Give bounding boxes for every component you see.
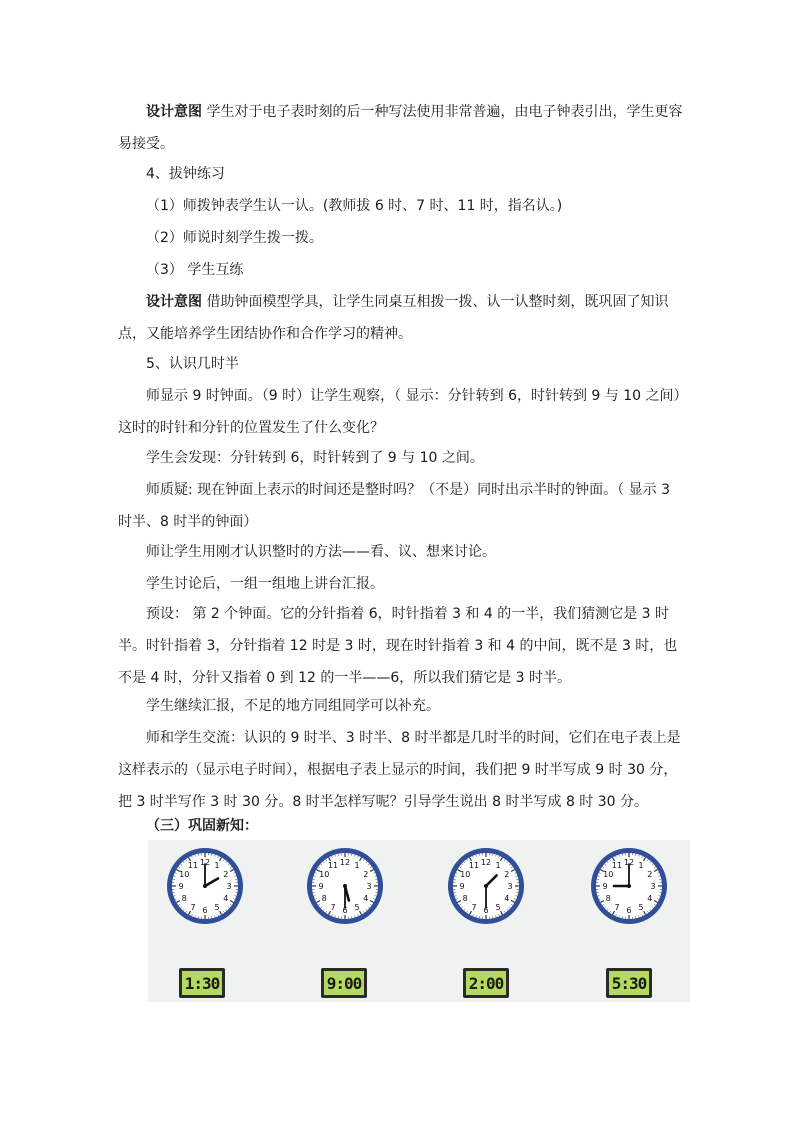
clock-numeral: 7 bbox=[330, 902, 336, 912]
clock-numeral: 4 bbox=[223, 894, 229, 903]
clock-numeral: 8 bbox=[181, 894, 187, 903]
clock-numeral: 9 bbox=[459, 882, 465, 891]
paragraph-group-report: 学生讨论后，一组一组地上讲台汇报。 bbox=[146, 576, 384, 592]
clock-exercise-figure bbox=[148, 840, 690, 1002]
clock-numeral: 10 bbox=[179, 870, 190, 879]
paragraph-9-oclock: 师显示 9 时钟面。（9 时）让学生观察，（ 显示：分针转到 6，时针转到 9 与 10 之间）这时的时针和分针的位置发生了什么变化？ bbox=[118, 388, 681, 436]
digital-time: 1:30 bbox=[184, 973, 220, 993]
section-heading-5: 5、认识几时半 bbox=[146, 356, 239, 372]
clock-center bbox=[627, 884, 631, 888]
clock-center bbox=[203, 884, 207, 888]
clock-numeral: 9 bbox=[602, 882, 608, 891]
analog-clock-2 bbox=[305, 846, 385, 926]
analog-clock-1 bbox=[165, 846, 245, 926]
design-intent-label: 设计意图 bbox=[146, 104, 202, 120]
clock-numeral: 5 bbox=[638, 902, 644, 912]
clock-numeral: 10 bbox=[603, 870, 614, 879]
clock-center bbox=[484, 884, 488, 888]
clock-numeral: 6 bbox=[202, 906, 208, 915]
design-intent-text: 借助钟面模型学具，让学生同桌互相拨一拨、认一认整时刻，既巩固了知识点，又能培养学生团结协作和合作学习的精神。 bbox=[118, 294, 669, 342]
clock-numeral: 1 bbox=[638, 861, 644, 871]
clock-numeral: 4 bbox=[363, 894, 369, 903]
clock-numeral: 12 bbox=[199, 858, 211, 867]
digital-clock-1 bbox=[179, 968, 225, 998]
clock-numeral: 5 bbox=[214, 902, 220, 912]
step-3: （3） 学生互练 bbox=[146, 262, 244, 278]
clock-numeral: 1 bbox=[354, 861, 360, 871]
clock-numeral: 7 bbox=[471, 902, 477, 912]
digital-time: 5:30 bbox=[611, 973, 647, 993]
clock-numeral: 3 bbox=[226, 882, 232, 891]
clock-numeral: 7 bbox=[190, 902, 196, 912]
clock-numeral: 7 bbox=[614, 902, 620, 912]
clock-numeral: 2 bbox=[363, 870, 369, 879]
clock-numeral: 4 bbox=[647, 894, 653, 903]
design-intent-paragraph-2 bbox=[118, 286, 683, 350]
section-heading-consolidate: （三）巩固新知： bbox=[146, 818, 258, 834]
clock-numeral: 11 bbox=[327, 861, 339, 871]
clock-numeral: 3 bbox=[650, 882, 656, 891]
clock-numeral: 10 bbox=[460, 870, 471, 879]
clock-numeral: 12 bbox=[480, 858, 492, 867]
step-1: （1）师拨钟表学生认一认。(教师拔 6 时、7 时、11 时，指名认。) bbox=[146, 198, 563, 214]
clock-numeral: 11 bbox=[611, 861, 623, 871]
paragraph-preset: 预设： 第 2 个钟面。它的分针指着 6，时针指着 3 和 4 的一半，我们猜测它是 3 时半。时针指着 3，分针指着 12 时是 3 时，现在时针指着 3 和 4 的中间，既不是 3 时，也不是 4 时，分针又指着 0 到 12 的一半——6，所以我们猜它是 3 时半。 bbox=[118, 606, 678, 686]
analog-clock-4 bbox=[589, 846, 669, 926]
clock-numeral: 5 bbox=[495, 902, 501, 912]
step-2: （2）师说时刻学生拨一拨。 bbox=[146, 230, 323, 246]
paragraph-student-finding: 学生会发现：分针转到 6，时针转到了 9 与 10 之间。 bbox=[146, 450, 484, 466]
clock-numeral: 1 bbox=[495, 861, 501, 871]
clock-numeral: 11 bbox=[468, 861, 480, 871]
clock-numeral: 5 bbox=[354, 902, 360, 912]
digital-clock-3 bbox=[463, 968, 509, 998]
clock-numeral: 12 bbox=[339, 858, 351, 867]
clock-numeral: 8 bbox=[321, 894, 327, 903]
paragraph-teacher-question: 师质疑: 现在钟面上表示的时间还是整时吗？（不是）同时出示半时的钟面。（ 显示 3 时半、8 时半的钟面） bbox=[118, 482, 670, 530]
design-intent-paragraph-1 bbox=[118, 96, 683, 160]
clock-numeral: 3 bbox=[507, 882, 513, 891]
analog-clock-3 bbox=[446, 846, 526, 926]
design-intent-text: 学生对于电子表时刻的后一种写法使用非常普遍，由电子钟表引出，学生更容易接受。 bbox=[118, 104, 683, 152]
digital-time: 2:00 bbox=[468, 973, 504, 993]
clock-numeral: 2 bbox=[504, 870, 510, 879]
section-heading-4: 4、拔钟练习 bbox=[146, 166, 225, 182]
clock-numeral: 2 bbox=[223, 870, 229, 879]
paragraph-continue-report: 学生继续汇报，不足的地方同组同学可以补充。 bbox=[146, 698, 440, 714]
clock-numeral: 9 bbox=[318, 882, 324, 891]
design-intent-label: 设计意图 bbox=[146, 294, 202, 310]
clock-numeral: 6 bbox=[342, 906, 348, 915]
clock-numeral: 6 bbox=[483, 906, 489, 915]
clock-numeral: 3 bbox=[366, 882, 372, 891]
clock-numeral: 1 bbox=[214, 861, 220, 871]
clock-numeral: 10 bbox=[319, 870, 330, 879]
clock-numeral: 12 bbox=[623, 858, 635, 867]
clock-numeral: 9 bbox=[178, 882, 184, 891]
clock-numeral: 8 bbox=[462, 894, 468, 903]
clock-numeral: 2 bbox=[647, 870, 653, 879]
clock-numeral: 8 bbox=[605, 894, 611, 903]
clock-center bbox=[343, 884, 347, 888]
clock-numeral: 4 bbox=[504, 894, 510, 903]
digital-clock-4 bbox=[606, 968, 652, 998]
clock-numeral: 6 bbox=[626, 906, 632, 915]
clock-numeral: 11 bbox=[187, 861, 199, 871]
paragraph-exchange: 师和学生交流：认识的 9 时半、3 时半、8 时半都是几时半的时间，它们在电子表上是这样表示的（显示电子时间），根据电子表上显示的时间，我们把 9 时半写成 9 时 30 分，把 3 时半写作 3 时 30 分。8 时半怎样写呢？引导学生说出 8 时半写成 8 时 30 分。 bbox=[118, 730, 681, 810]
digital-time: 9:00 bbox=[326, 973, 362, 993]
paragraph-discussion-method: 师让学生用刚才认识整时的方法——看、议、想来讨论。 bbox=[146, 544, 496, 560]
digital-clock-2 bbox=[321, 968, 367, 998]
